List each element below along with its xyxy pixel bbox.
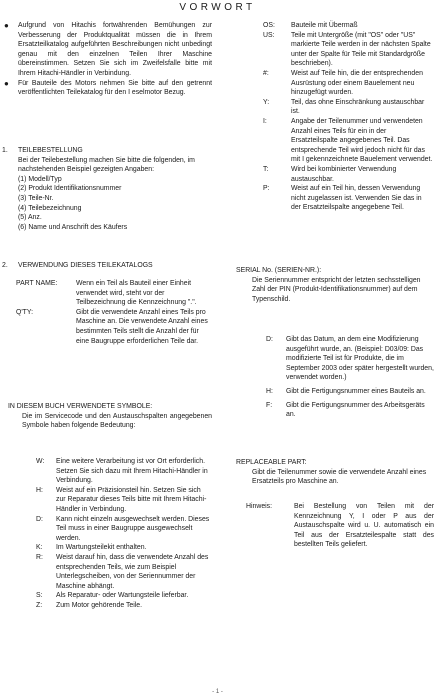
symbol-item xyxy=(263,69,433,98)
serial-definitions xyxy=(266,335,434,420)
order-items-list xyxy=(2,175,212,233)
symbol-key: US: xyxy=(263,31,275,39)
symbol-item xyxy=(36,591,212,601)
serial-text: Die Seriennummer entspricht der letzten sechsstelligen Zahl der PIN (Produkt-Identifikationsnummer) auf dem Typenschild. xyxy=(252,276,421,303)
symbol-text: Teile mit Untergröße (mit "OS" oder "US" markierte Teile werden in der nächsten Spalte unter der Spalte für Teile mit Standardgröße beschrieben). xyxy=(291,31,431,68)
serial-heading: SERIAL No. (SERIEN-NR.): xyxy=(236,267,322,274)
symbol-key: I: xyxy=(263,117,267,125)
symbol-item xyxy=(263,165,433,184)
list-item: (3) Teile-Nr. xyxy=(18,194,54,202)
serial-section xyxy=(236,266,434,304)
part-definitions xyxy=(16,279,212,346)
section-number: 1. xyxy=(2,147,8,154)
symbol-text: Kann nicht einzeln ausgewechselt werden. Dieses Teil muss in einer Baugruppe ausgewechselt werden. xyxy=(56,515,210,542)
symbol-key: OS: xyxy=(263,22,275,29)
section-text: Bei der Teilebestellung machen Sie bitte die folgenden, im nachstehenden Beispiel gezeigten Angaben: xyxy=(18,156,195,174)
symbols-left-list xyxy=(36,457,212,611)
intro-bullet-text: Aufgrund von Hitachis fortwährenden Bemühungen zur Verbesserung der Produktqualität müssen die in Ihrem Ersatzteilkatalog aufgeführten Beschreibungen nicht unbedingt genau mit den einzelnen Teilen Ihrer Maschine übereinstimmen. Setzen Sie sich im Zweifelsfalle bitte mit Ihrem Hitachi-Händler in Verbindung. xyxy=(18,22,212,77)
symbol-item xyxy=(36,543,212,553)
intro-bullets xyxy=(2,21,212,98)
serial-def-text: Gibt das Datum, an dem eine Modifizierung ausgeführt wurde, an. (Beispiel: D03/09: Das modifizierte Teil ist für Produkte, die im September 2003 oder später hergestellt wurden, verwendet worden.) xyxy=(286,336,434,382)
symbol-text: Eine weitere Verarbeitung ist vor Ort erforderlich. Setzen Sie sich dazu mit Ihrem Hitachi-Händler in Verbindung. xyxy=(56,458,208,485)
symbol-key: P: xyxy=(263,185,270,193)
symbol-key: K: xyxy=(36,544,43,552)
note-text: Bei Bestellung von Teilen mit der Kennzeichnung Y, I oder P aus der Austauschspalte wird u. U. automatisch ein Teil aus der Ersatzteilespalte statt des bestellten Teils geliefert. xyxy=(294,503,434,549)
list-item: (6) Name und Anschrift des Käufers xyxy=(18,223,128,231)
symbol-text: Weist auf ein Teil hin, dessen Verwendung nicht zugelassen ist. Verwenden Sie das in der Ersatzteilspalte angegebene Teil. xyxy=(291,185,422,212)
symbol-item xyxy=(263,117,433,165)
symbol-item xyxy=(36,601,212,611)
bullet-icon: ● xyxy=(4,21,9,30)
intro-bullet-text: Für Bauteile des Motors nehmen Sie bitte auf den getrennt veröffentlichten Teilekatalog für den I eselmotor Bezug. xyxy=(18,79,212,97)
symbol-key: T: xyxy=(263,165,269,173)
symbol-item xyxy=(263,98,433,117)
definition-qty xyxy=(16,308,212,346)
serial-def-item xyxy=(266,335,434,383)
serial-def-key: H: xyxy=(266,387,273,395)
symbols-heading: IN DIESEM BUCH VERWENDETE SYMBOLE: xyxy=(8,403,153,410)
symbols-section xyxy=(8,402,212,431)
symbol-text: Angabe der Teilenummer und verwendeten Anzahl eines Teils für ein in der Ersatzteilspalte angegebenes Teil. Das entsprechende Teil wird jedoch nicht für das mit I gekennzeichnete Bauelement verwendet. xyxy=(291,117,433,164)
symbol-key: S: xyxy=(36,592,43,600)
symbol-key: H: xyxy=(36,486,43,494)
section-heading xyxy=(2,261,212,271)
symbol-text: Als Reparatur- oder Wartungsteile lieferbar. xyxy=(56,592,189,600)
symbol-text: Zum Motor gehörende Teile. xyxy=(56,601,143,609)
replaceable-heading: REPLACEABLE PART: xyxy=(236,459,307,466)
serial-def-text: Gibt die Fertigungsnummer eines Bauteils an. xyxy=(286,387,426,395)
intro-bullet-2 xyxy=(2,79,212,98)
replaceable-text: Gibt die Teilenummer sowie die verwendete Anzahl eines Ersatzteils pro Maschine an. xyxy=(252,468,427,486)
section-number: 2. xyxy=(2,262,8,269)
symbol-item xyxy=(36,515,212,544)
list-item: (2) Produkt Identifikationsnummer xyxy=(18,185,122,193)
section-verwendung xyxy=(2,261,212,271)
note-key: Hinweis: xyxy=(246,503,273,510)
section-heading-text: VERWENDUNG DIESES TEILEKATALOGS xyxy=(18,262,153,269)
symbol-key: #: xyxy=(263,69,269,77)
definition-text: Wenn ein Teil als Bauteil einer Einheit verwendet wird, steht vor der Teilbezeichnung die Kennzeichnung ".". xyxy=(76,280,197,307)
symbol-text: Bauteile mit Übermaß xyxy=(291,22,358,29)
replaceable-section xyxy=(236,458,434,487)
symbols-intro: Die im Servicecode und den Austauschspalten angegebenen Symbole haben folgende Bedeutung: xyxy=(22,412,212,430)
symbol-text: Im Wartungsteilekit enthalten. xyxy=(56,544,147,552)
list-item: (5) Anz. xyxy=(18,214,42,222)
list-item: (4) Teilebezeichnung xyxy=(18,204,82,212)
symbol-text: Weist auf ein Präzisionsteil hin. Setzen Sie sich zur Reparatur dieses Teils bitte mit Ihrem Hitachi-Händler in Verbindung. xyxy=(56,486,207,513)
serial-def-text: Gibt die Fertigungsnummer des Arbeitsgeräts an. xyxy=(286,401,425,419)
symbol-item xyxy=(36,486,212,515)
replaceable-note xyxy=(246,502,434,550)
symbol-text: Wird bei kombinierter Verwendung austauschbar. xyxy=(291,165,397,183)
symbol-item xyxy=(36,457,212,486)
intro-bullet-1 xyxy=(2,21,212,79)
section-teilebestellung xyxy=(2,146,212,232)
symbol-key: Y: xyxy=(263,98,270,106)
serial-def-item xyxy=(266,401,434,420)
symbol-key: R: xyxy=(36,553,43,561)
serial-def-key: F: xyxy=(266,401,273,409)
section-heading xyxy=(2,146,212,156)
list-item: (1) Modell/Typ xyxy=(18,175,62,183)
bullet-icon: ● xyxy=(4,78,9,88)
symbol-text: Teil, das ohne Einschränkung austauschbar ist. xyxy=(291,98,425,116)
symbol-key: Z: xyxy=(36,601,43,609)
page-title: VORWORT xyxy=(179,2,256,13)
section-heading-text: TEILEBESTELLUNG xyxy=(18,147,83,154)
definition-key: Q'TY: xyxy=(16,308,34,316)
symbol-item xyxy=(263,184,433,213)
symbol-key: W: xyxy=(36,458,45,465)
symbol-item xyxy=(263,21,433,31)
symbol-text: Weist darauf hin, dass die verwendete Anzahl des entsprechenden Teils, wie zum Beispiel Unterlegscheiben, von der Seriennummer der Maschine abhängt. xyxy=(56,553,209,590)
definition-part-name xyxy=(16,279,212,308)
symbol-text: Weist auf Teile hin, die der entsprechenden Ausrüstung oder einem Bauelement neu hinzugefügt wurden. xyxy=(291,69,423,97)
definition-text: Gibt die verwendete Anzahl eines Teils pro Maschine an. Die verwendete Anzahl eines bestimmten Teils stellt die Anzahl der für eine Baugruppe erforderlichen Teile dar. xyxy=(76,308,208,345)
serial-def-item xyxy=(266,387,434,397)
page-number: - 1 - xyxy=(212,689,223,695)
symbol-item xyxy=(263,31,433,69)
symbol-key: D: xyxy=(36,515,43,523)
definition-key: PART NAME: xyxy=(16,280,58,287)
symbol-item xyxy=(36,553,212,591)
symbols-right-list xyxy=(263,21,433,213)
note-item xyxy=(246,502,434,550)
serial-def-key: D: xyxy=(266,336,273,343)
